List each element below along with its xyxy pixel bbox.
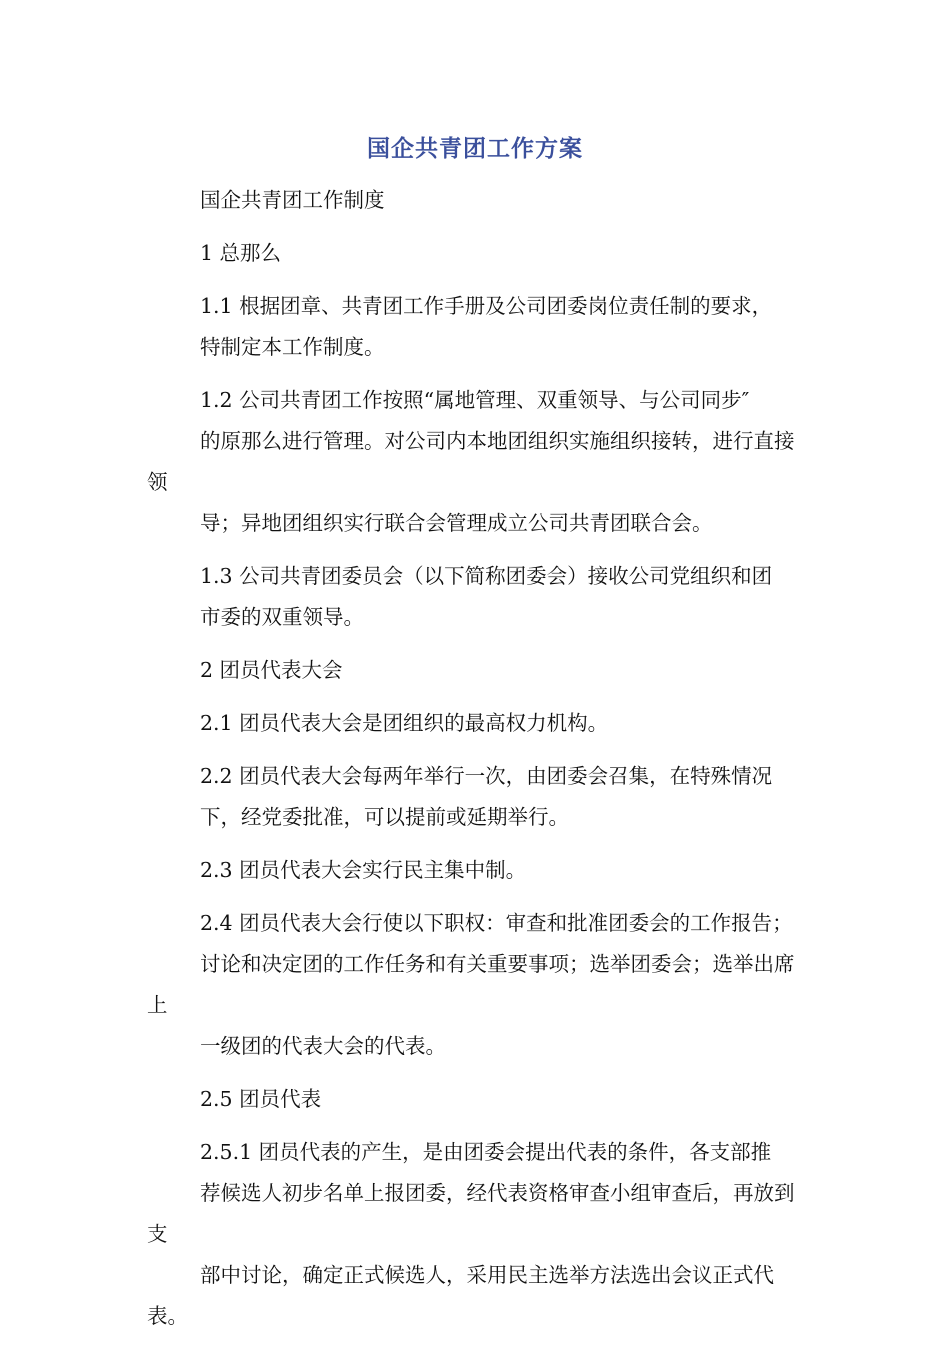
paragraph-line: 一级团的代表大会的代表。 <box>200 1034 446 1058</box>
paragraph-line: 1 总那么 <box>200 241 282 265</box>
paragraph <box>147 180 812 221</box>
paragraph-line: 2.1 团员代表大会是团组织的最高权力机构。 <box>200 711 609 735</box>
paragraph-line: 2.5.1 团员代表的产生，是由团委会提出代表的条件，各支部推 <box>200 1140 772 1164</box>
paragraph-line: 下，经党委批准，可以提前或延期举行。 <box>200 805 569 829</box>
paragraph-line: 部中讨论，确定正式候选人，采用民主选举方法选出会议正式代表。 <box>147 1263 774 1328</box>
paragraph-line: 2.4 团员代表大会行使以下职权：审查和批准团委会的工作报告； <box>200 911 793 935</box>
paragraph-line: 2.2 团员代表大会每两年举行一次，由团委会召集，在特殊情况 <box>200 764 773 788</box>
paragraph <box>147 703 812 744</box>
paragraph <box>147 1132 812 1337</box>
paragraph <box>147 850 812 891</box>
paragraph <box>147 756 812 838</box>
paragraph-line: 讨论和决定团的工作任务和有关重要事项；选举团委会；选举出席上 <box>147 952 795 1017</box>
paragraph <box>147 286 812 368</box>
paragraph-line: 导；异地团组织实行联合会管理成立公司共青团联合会。 <box>200 511 713 535</box>
paragraph-line: 1.2 公司共青团工作按照“属地管理、双重领导、与公司同步″ <box>200 388 750 412</box>
paragraph <box>147 556 812 638</box>
paragraph-line: 2.5 团员代表 <box>200 1087 322 1111</box>
paragraph <box>147 380 812 544</box>
paragraph-line: 的原那么进行管理。对公司内本地团组织实施组织接转，进行直接领 <box>147 429 795 494</box>
paragraph-line: 荐候选人初步名单上报团委，经代表资格审查小组审查后，再放到支 <box>147 1181 795 1246</box>
paragraph <box>147 903 812 1067</box>
paragraph-line: 2 团员代表大会 <box>200 658 343 682</box>
paragraph-line: 1.3 公司共青团委员会（以下简称团委会）接收公司党组织和团 <box>200 564 773 588</box>
paragraph-line: 国企共青团工作制度 <box>200 188 385 212</box>
paragraph-line: 2.3 团员代表大会实行民主集中制。 <box>200 858 527 882</box>
document-body <box>147 180 812 1349</box>
paragraph-line: 特制定本工作制度。 <box>200 335 385 359</box>
paragraph-line: 市委的双重领导。 <box>200 605 364 629</box>
paragraph <box>147 650 812 691</box>
paragraph <box>147 233 812 274</box>
document-title: 国企共青团工作方案 <box>367 136 583 162</box>
paragraph-line: 1.1 根据团章、共青团工作手册及公司团委岗位责任制的要求， <box>200 294 773 318</box>
paragraph <box>147 1079 812 1120</box>
